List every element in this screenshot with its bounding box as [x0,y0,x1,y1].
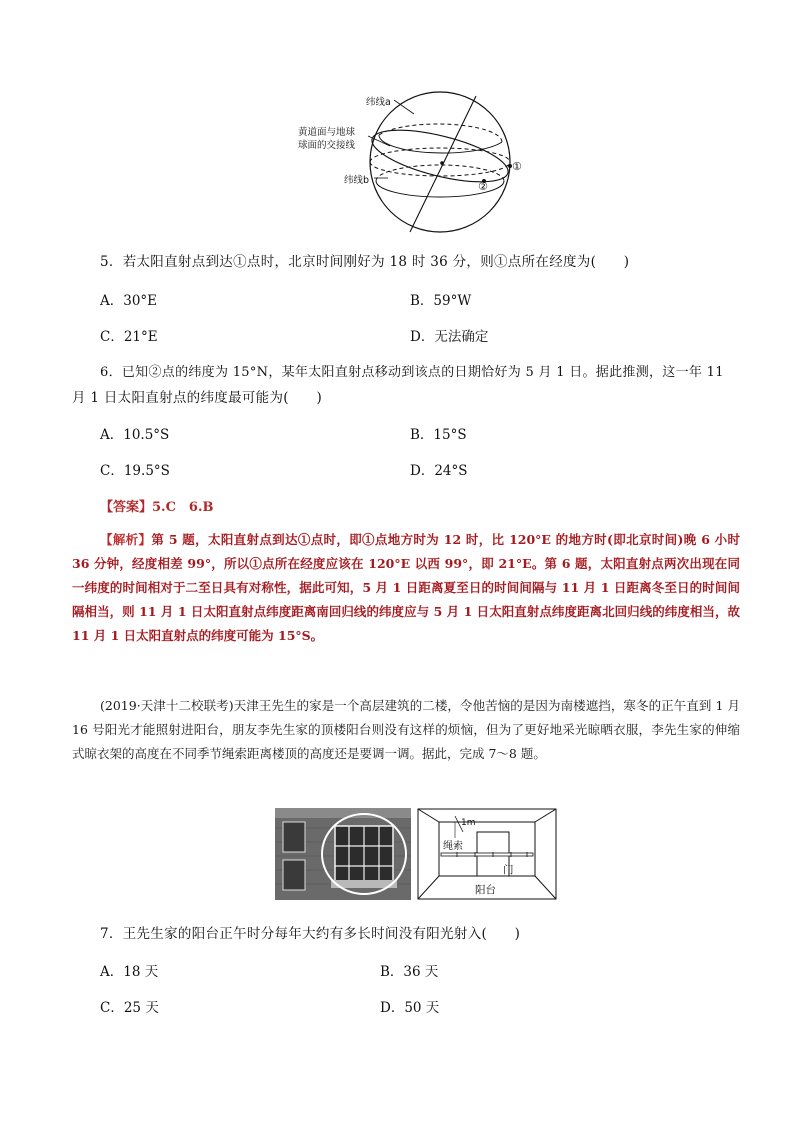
q5-option-c[interactable] [100,325,158,345]
option-letter: B． [410,293,434,309]
option-letter: B． [410,427,434,443]
option-text: 30°E [123,293,158,309]
q6-option-a[interactable] [100,423,169,443]
option-letter: D． [410,463,435,479]
analysis-tag: 【解析】 [100,532,152,547]
label-ecliptic-line2: 球面的交接线 [298,140,356,151]
ecliptic-ellipse [367,120,513,193]
equator-back [370,148,510,162]
option-text: 19.5°S [123,463,170,479]
question-6-stem-line1: 6．已知②点的纬度为 15°N，某年太阳直射点移动到该点的日期恰好为 5 月 1 日。据此推测，这一年 11 [100,365,724,380]
q7-option-c[interactable] [100,996,159,1016]
question-7-stem: 7．王先生家的阳台正午时分每年大约有多长时间没有阳光射入( ) [100,926,521,942]
label-point-1: ① [512,160,522,173]
option-text: 无法确定 [434,329,489,345]
building-photo [275,808,411,900]
answer-block [100,496,214,515]
option-letter: A． [100,427,124,443]
option-text: 24°S [434,463,468,479]
option-letter: C． [100,463,124,479]
option-letter: B． [380,964,404,980]
option-text: 18 天 [123,964,159,980]
option-text: 25 天 [123,1000,159,1016]
center-dot [440,161,444,165]
option-letter: A． [100,964,124,980]
question-5-stem: 5．若太阳直射点到达①点时，北京时间刚好为 18 时 36 分，则①点所在经度为( ) [100,254,630,270]
option-text: 36 天 [403,964,439,980]
label-latitude-a: 纬线a [366,97,391,108]
passage-intro: (2019·天津十二校联考)天津王先生的家是一个高层建筑的二楼，令他苦恼的是因为南楼遮挡，寒冬的正午直到 1 月 16 号阳光才能照射进阳台，朋友李先生家的顶楼阳台则没有这样的烦恼，但为了更好地采光晾晒衣服，李先生家的伸缩式晾衣架的高度在不同季节绳索距离楼顶的高度还是要调一调。据此，完成 7～8 题。 [72,698,740,761]
answer-text: 5.C 6.B [152,500,214,515]
latitude-a-back [379,124,502,142]
option-letter: D． [410,329,435,345]
analysis-text: 第 5 题，太阳直射点到达①点时，即①点地方时为 12 时，比 120°E 的地方时(即北京时间)晚 6 小时 36 分钟，经度相差 99°，所以①点所在经度应该在 120°E 以西 99°，即 21°E。第 6 题，太阳直射点两次出现在同一纬度的时间相对于二至日具有对称性，据此可知，5 月 1 日距离夏至日的时间间隔与 11 月 1 日距离冬至日的时间间隔相当，则 11 月 1 日太阳直射点纬度距离南回归线的纬度应与 5 月 1 日太阳直射点纬度距离北回归线的纬度相当，故 11 月 1 日太阳直射点的纬度可能为 15°S。 [72,532,740,643]
q7-option-d[interactable] [380,996,439,1016]
q7-option-a[interactable] [100,960,158,980]
label-ecliptic-line1: 黄道面与地球 [298,127,356,138]
q5-option-d[interactable] [410,325,488,345]
q5-option-b[interactable] [410,289,471,309]
option-letter: A． [100,293,124,309]
option-text: 21°E [123,329,158,345]
label-point-2: ② [478,180,488,193]
option-letter: C． [100,329,124,345]
balcony-sketch [417,808,557,900]
label-rope: 绳索 [443,841,463,852]
label-latitude-b: 纬线b [344,175,370,186]
globe-outline [370,92,510,232]
answer-tag: 【答案】 [100,500,153,515]
globe-diagram [290,86,540,236]
option-text: 15°S [433,427,467,443]
option-text: 50 天 [404,1000,440,1016]
q6-option-b[interactable] [410,423,467,443]
label-1m: 1m [461,818,476,828]
label-door: 门 [503,864,514,876]
option-text: 59°W [433,293,472,309]
globe-figure [290,86,540,236]
question-6-stem-line2: 月 1 日太阳直射点的纬度最可能为( ) [72,390,323,406]
q7-option-b[interactable] [380,960,438,980]
option-letter: D． [380,1000,405,1016]
q5-option-a[interactable] [100,289,157,309]
label-balcony: 阳台 [475,884,496,896]
option-letter: C． [100,1000,124,1016]
option-text: 10.5°S [123,427,170,443]
q6-option-c[interactable] [100,459,170,479]
q6-option-d[interactable] [410,459,468,479]
building-photo-illustration [275,808,411,900]
analysis-block [72,528,740,648]
leader-ecliptic [368,136,390,146]
